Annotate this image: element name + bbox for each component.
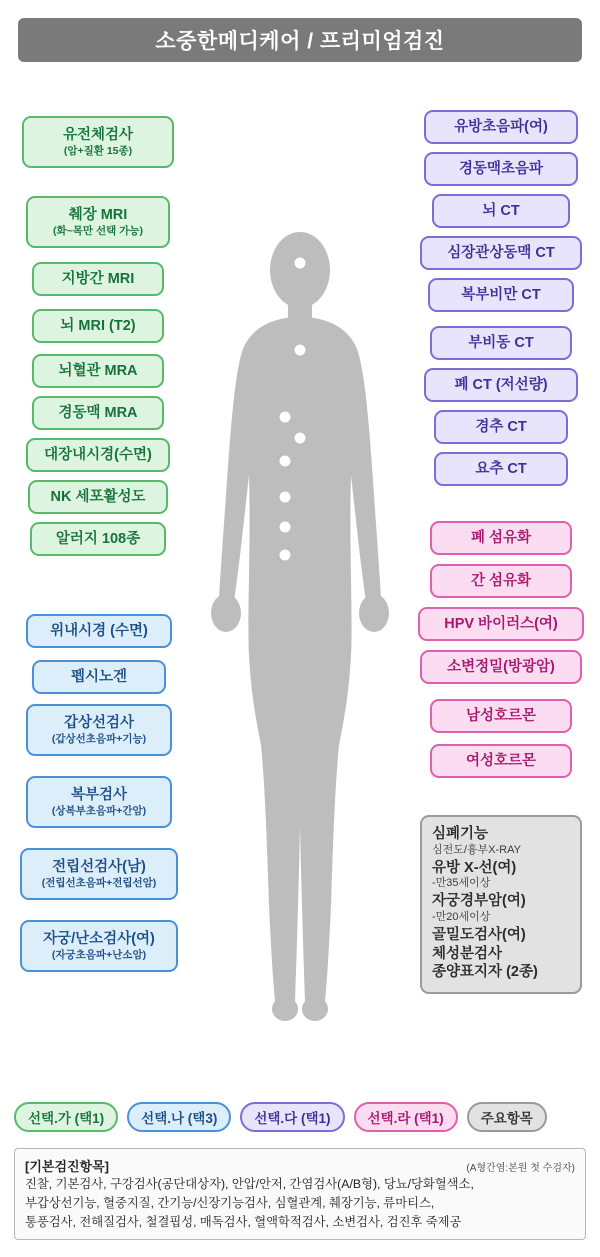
option-blue-4[interactable] — [26, 776, 172, 828]
option-green-9[interactable] — [30, 522, 166, 556]
main-item-1-sub: 심전도/흉부X-RAY — [432, 843, 521, 856]
option-label: 유방초음파(여) — [454, 118, 548, 135]
option-label: 여성호르몬 — [465, 752, 537, 769]
legend-row — [14, 1100, 586, 1134]
option-label: 간 섬유화 — [470, 572, 532, 589]
option-purple-3[interactable] — [432, 194, 570, 228]
option-label: 심장관상동맥 CT — [447, 244, 555, 261]
option-label: 자궁/난소검사(여) — [43, 930, 155, 947]
option-green-7[interactable] — [26, 438, 170, 472]
option-sublabel: (갑상선초음파+기능) — [51, 733, 147, 746]
option-label: 복부검사 — [70, 786, 128, 803]
option-blue-6[interactable] — [20, 920, 178, 972]
option-label: 복부비만 CT — [461, 286, 541, 303]
option-pink-2[interactable] — [430, 564, 572, 598]
legend-label: 선택.가 (택1) — [28, 1111, 105, 1126]
legend-label: 선택.나 (택3) — [141, 1111, 218, 1126]
option-purple-5[interactable] — [428, 278, 574, 312]
option-label: 소변정밀(방광암) — [447, 658, 555, 675]
option-green-4[interactable] — [32, 309, 164, 343]
option-pink-6[interactable] — [430, 744, 572, 778]
option-purple-1[interactable] — [424, 110, 578, 144]
option-green-3[interactable] — [32, 262, 164, 296]
legend-label: 주요항목 — [480, 1111, 533, 1126]
option-label: 위내시경 (수면) — [50, 622, 148, 639]
footer-note: (A형간염:본원 첫 수검자) — [466, 1163, 575, 1174]
option-label: 뇌 CT — [482, 202, 520, 219]
option-label: 알러지 108종 — [55, 530, 141, 547]
option-label: 경동맥초음파 — [458, 160, 544, 177]
option-sublabel: (전립선초음파+전립선암) — [41, 877, 157, 890]
option-label: 폐 섬유화 — [470, 529, 532, 546]
option-purple-2[interactable] — [424, 152, 578, 186]
page-title: 소중한메디케어 / 프리미엄검진 — [155, 30, 445, 53]
option-pink-3[interactable] — [418, 607, 584, 641]
option-green-1[interactable] — [22, 116, 174, 168]
legend-purple[interactable] — [240, 1102, 344, 1132]
option-label: 전립선검사(남) — [52, 858, 146, 875]
option-green-8[interactable] — [28, 480, 168, 514]
main-item-3: 자궁경부암(여) — [432, 893, 526, 910]
footer-head — [25, 1156, 575, 1175]
option-green-2[interactable] — [26, 196, 170, 248]
main-item-3-sub: -만20세이상 — [432, 911, 491, 924]
option-label: 경동맥 MRA — [58, 404, 138, 421]
main-item-2: 유방 X-선(여) — [432, 859, 517, 876]
main-item-5: 체성분검사 — [432, 945, 503, 962]
main-items-box — [420, 815, 582, 994]
option-label: 폐 CT (저선량) — [454, 376, 548, 393]
option-purple-9[interactable] — [434, 452, 568, 486]
option-sublabel: (상복부초음파+간암) — [51, 805, 147, 818]
option-purple-4[interactable] — [420, 236, 582, 270]
option-label: 뇌 MRI (T2) — [60, 317, 136, 334]
option-label: 요추 CT — [475, 460, 527, 477]
option-label: 뇌혈관 MRA — [58, 362, 138, 379]
option-green-5[interactable] — [32, 354, 164, 388]
option-label: 부비동 CT — [468, 334, 534, 351]
option-label: HPV 바이러스(여) — [444, 615, 558, 632]
main-item-1: 심폐기능 — [432, 826, 489, 842]
legend-blue[interactable] — [127, 1102, 231, 1132]
option-blue-3[interactable] — [26, 704, 172, 756]
footer-title: [기본검진항목] — [25, 1159, 110, 1174]
option-label: 지방간 MRI — [61, 270, 135, 287]
option-pink-4[interactable] — [420, 650, 582, 684]
option-blue-1[interactable] — [26, 614, 172, 648]
footer-line-1: 진찰, 기본검사, 구강검사(공단대상자), 안압/안저, 간염검사(A/B형), 당뇨/당화혈색소, — [25, 1177, 474, 1191]
option-label: 유전체검사 — [62, 126, 134, 143]
basic-exam-footer — [14, 1148, 586, 1240]
page-title-bar — [18, 18, 582, 62]
option-purple-7[interactable] — [424, 368, 578, 402]
option-label: 대장내시경(수면) — [44, 446, 152, 463]
main-item-6: 종양표지자 (2종) — [432, 964, 538, 981]
legend-label: 선택.다 (택1) — [254, 1111, 331, 1126]
option-pink-5[interactable] — [430, 699, 572, 733]
main-item-2-sub: -만35세이상 — [432, 877, 491, 890]
option-label: 남성호르몬 — [465, 707, 537, 724]
legend-label: 선택.라 (택1) — [367, 1111, 444, 1126]
option-blue-5[interactable] — [20, 848, 178, 900]
option-label: NK 세포활성도 — [50, 488, 146, 505]
option-sublabel: (암+질환 15종) — [63, 145, 133, 158]
main-item-4: 골밀도검사(여) — [432, 926, 526, 943]
option-sublabel: (자궁초음파+난소암) — [51, 949, 147, 962]
option-purple-8[interactable] — [434, 410, 568, 444]
option-label: 경추 CT — [475, 418, 527, 435]
option-label: 췌장 MRI — [68, 206, 128, 223]
option-label: 갑상선검사 — [63, 714, 135, 731]
legend-pink[interactable] — [354, 1102, 458, 1132]
body-silhouette — [185, 225, 415, 1035]
legend-gray[interactable] — [467, 1102, 547, 1132]
option-sublabel: (화~목만 선택 가능) — [53, 225, 143, 238]
option-green-6[interactable] — [32, 396, 164, 430]
legend-green[interactable] — [14, 1102, 118, 1132]
option-purple-6[interactable] — [430, 326, 572, 360]
footer-line-3: 통풍검사, 전해질검사, 철결핍성, 매독검사, 혈액학적검사, 소변검사, 검진후 죽제공 — [25, 1215, 462, 1230]
option-pink-1[interactable] — [430, 521, 572, 555]
footer-line-2: 부갑상선기능, 혈중지질, 간기능/신장기능검사, 심혈관계, 췌장기능, 류마티스, — [25, 1196, 435, 1211]
option-blue-2[interactable] — [32, 660, 166, 694]
option-label: 펩시노겐 — [70, 668, 128, 685]
